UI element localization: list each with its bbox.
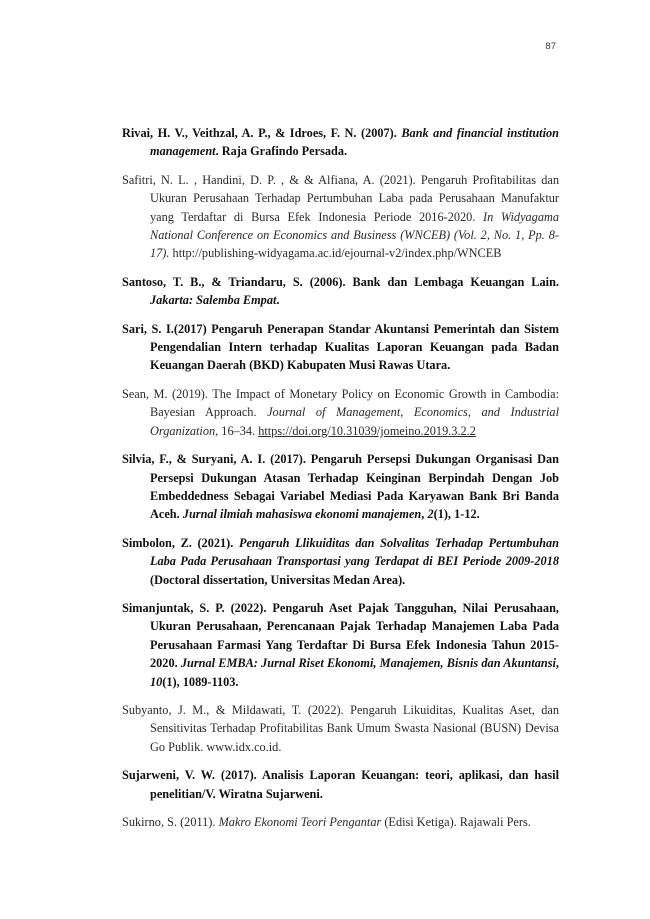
reference-italic-text: Bank and financial institution management (150, 126, 559, 159)
reference-text: (1), 1-12. (433, 507, 480, 522)
reference-entry (122, 273, 559, 310)
reference-text: Santoso, T. B., & Triandaru, S. (2006). Bank dan Lembaga Keuangan Lain. (122, 274, 559, 289)
reference-link[interactable]: https://doi.org/10.31039/jomeino.2019.3.2.2 (258, 423, 476, 438)
reference-text: (Doctoral dissertation, Universitas Medan Area). (150, 572, 406, 587)
reference-entry (122, 124, 559, 161)
reference-text: . Raja Grafindo Persada. (215, 144, 348, 159)
reference-italic-text: Journal of Management, Economics, and Industrial Organization (150, 405, 559, 438)
reference-entry (122, 813, 559, 831)
reference-italic-text: Makro Ekonomi Teori Pengantar (218, 815, 382, 829)
reference-text: Safitri, N. L. , Handini, D. P. , & & Alfiana, A. (2021). Pengaruh Profitabilitas dan Ukuran Perusahaan Terhadap Pertumbuhan Laba pada Perusahaan Manufaktur yang Terdaftar di Bursa Efek Indonesia Periode 2016-2020. (122, 172, 559, 224)
reference-italic-text: In Widyagama National Conference on Economics and Business (WNCEB) (Vol. 2, No. 1, Pp. 8-17). (150, 209, 559, 261)
reference-list (122, 124, 559, 841)
reference-text: Sukirno, S. (2011). (122, 815, 219, 829)
reference-italic-text: Jurnal EMBA: Jurnal Riset Ekonomi, Manajemen, Bisnis dan Akuntansi (180, 656, 556, 671)
reference-text: http://publishing-widyagama.ac.id/ejournal-v2/index.php/WNCEB (169, 246, 502, 261)
reference-entry (122, 534, 559, 589)
reference-text: Subyanto, J. M., & Mildawati, T. (2022). Pengaruh Likuiditas, Kualitas Aset, dan Sensitivitas Terhadap Profitabilitas Bank Umum Swasta Nasional (BUSN) Devisa Go Publik. www.idx.co.id. (122, 702, 559, 754)
reference-entry (122, 766, 559, 803)
reference-text: Silvia, F., & Suryani, A. I. (2017). Pengaruh Persepsi Dukungan Organisasi Dan Persepsi Dukungan Atasan Terhadap Keinginan Berpindah Dengan Job Embeddedness Sebagai Variabel Mediasi Pada Karyawan Bank Bri Banda Aceh. (122, 452, 559, 522)
reference-text: , (555, 656, 559, 671)
reference-italic-text: Jurnal ilmiah mahasiswa ekonomi manajemen (182, 507, 422, 522)
reference-text: , 16–34. (215, 423, 259, 438)
reference-italic-text: 2 (427, 507, 434, 522)
reference-text: Rivai, H. V., Veithzal, A. P., & Idroes, F. N. (2007). (122, 126, 402, 140)
reference-text: Simbolon, Z. (2021). (122, 535, 239, 550)
reference-text: (1), 1089-1103. (162, 674, 239, 689)
reference-text: Sari, S. I.(2017) Pengaruh Penerapan Standar Akuntansi Pemerintah dan Sistem Pengendalian Intern terhadap Kualitas Laporan Keuangan pada Badan Keuangan Daerah (BKD) Kabupaten Musi Rawas Utara. (122, 321, 559, 373)
reference-entry (122, 599, 559, 691)
reference-entry (122, 385, 559, 440)
reference-entry (122, 320, 559, 375)
reference-text: , (421, 507, 428, 522)
reference-entry (122, 171, 559, 263)
reference-entry (122, 450, 559, 524)
reference-text: Sean, M. (2019). The Impact of Monetary Policy on Economic Growth in Cambodia: Bayesian Approach. (122, 386, 559, 420)
reference-italic-text: Pengaruh Llikuiditas dan Solvalitas Terhadap Pertumbuhan Laba Pada Perusahaan Transportasi yang Terdapat di BEI Periode 2009-2018 (150, 535, 559, 569)
reference-italic-text: 10 (150, 674, 163, 689)
reference-italic-text: Jakarta: Salemba Empat (150, 293, 277, 308)
reference-entry (122, 701, 559, 756)
reference-text: Simanjuntak, S. P. (2022). Pengaruh Aset Pajak Tangguhan, Nilai Perusahaan, Ukuran Perusahaan, Perencanaan Pajak Terhadap Manajemen Laba Pada Perusahaan Farmasi Yang Terdaftar Di Bursa Efek Indonesia Tahun 2015-2020. (122, 600, 559, 671)
reference-text: . (276, 293, 280, 308)
reference-text: Sujarweni, V. W. (2017). Analisis Laporan Keuangan: teori, aplikasi, dan hasil penelitian/V. Wiratna Sujarweni. (122, 768, 559, 801)
reference-text: (Edisi Ketiga). Rajawali Pers. (381, 815, 531, 829)
page-number: 87 (545, 41, 556, 52)
